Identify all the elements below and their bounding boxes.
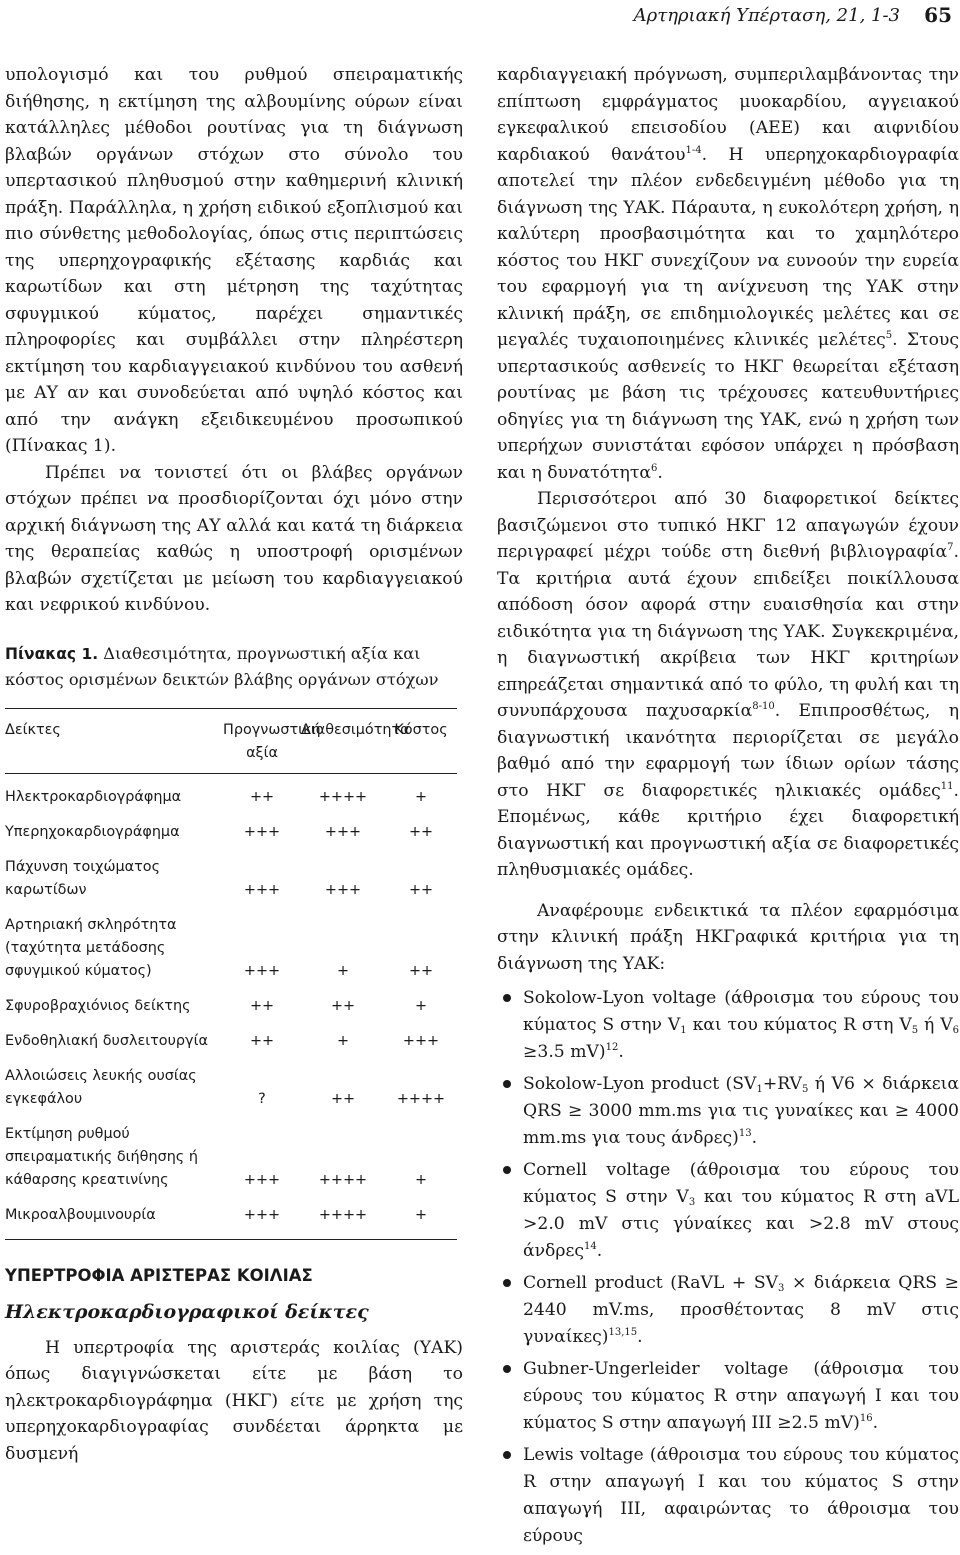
page-header	[0, 3, 960, 29]
table-row	[5, 786, 457, 809]
table-row	[5, 914, 457, 983]
row-cost-value: ++	[408, 823, 434, 840]
row-cost-value: +	[414, 1171, 428, 1188]
text-run: ή V	[918, 1015, 953, 1035]
text-run: ≥3.5 mV)	[523, 1042, 606, 1062]
row-cost-value: +	[414, 788, 428, 805]
col-header-markers: Δείκτες	[5, 721, 61, 738]
lead-subscript: 3	[688, 1197, 696, 1208]
text-run: × διάρκεια QRS ≥ 2440 mV.ms, προσθέτοντας 8 mV στις γυναίκες)	[523, 1273, 959, 1347]
reference-superscript: 5	[885, 330, 893, 341]
row-marker-name: Πάχυνση τοιχώματος καρωτίδων	[5, 858, 161, 898]
row-marker-name: Ενδοθηλιακή δυσλειτουργία	[5, 1032, 208, 1049]
lead-subscript: 6	[952, 1025, 960, 1036]
table-caption	[5, 641, 463, 692]
criteria-list	[497, 985, 959, 1550]
row-prognostic-value: ++	[249, 997, 275, 1014]
lead-subscript: 5	[911, 1025, 919, 1036]
reference-superscript: 16	[859, 1413, 873, 1424]
left-column	[5, 62, 463, 1467]
table-row	[5, 1065, 457, 1111]
reference-superscript: 14	[584, 1241, 597, 1252]
table-row	[5, 1204, 457, 1227]
row-availability-value: +	[336, 962, 350, 979]
list-item	[497, 1071, 959, 1152]
text-run: Περισσότεροι από 30 διαφορετικοί δείκτες βασιζώμενοι στο τυπικό ΗΚΓ 12 απαγωγών έχουν περιγραφεί μέχρι τούδε στη διεθνή βιβλιογραφία	[497, 489, 959, 562]
row-cost-value: ++	[408, 962, 434, 979]
row-availability-value: ++	[330, 1090, 356, 1107]
list-item	[497, 985, 959, 1066]
row-prognostic-value: +++	[243, 881, 281, 898]
table-row	[5, 1123, 457, 1192]
row-cost-value: +	[414, 1206, 428, 1223]
row-cost-value: ++	[408, 881, 434, 898]
table-row	[5, 1030, 457, 1053]
row-prognostic-value: +++	[243, 1206, 281, 1223]
text-run: . Στους υπερτασικούς ασθενείς το ΗΚΓ θεωρείται εξέταση ρουτίνας με βάση τις τρέχουσες κατευθυντήριες οδηγίες για τη διάγνωση της ΥΑΚ, ενώ η χρήση των υπερήχων συνιστάται εφόσον υπάρχει η πρόσβαση και η δυνατότητα	[497, 330, 960, 483]
row-marker-name: Μικροαλβουμινουρία	[5, 1206, 156, 1223]
lead-subscript: 5	[801, 1084, 809, 1095]
text-run: . Επιπροσθέτως, η διαγνωστική ικανότητα περιορίζεται σε μεγάλο βαθμό από την εφαρμογή των ίδιων ορίων τάσης στο ΗΚΓ σε διαφορετικές ηλικιακές ομάδες	[497, 701, 959, 801]
right-column	[497, 62, 959, 1555]
text-run: καρδιαγγειακή πρόγνωση, συμπεριλαμβάνοντας την επίπτωση εμφράγματος μυοκαρδίου, αγγειακού εγκεφαλικού επεισοδίου (ΑΕΕ) και αιφνιδίου καρδιακού θανάτου	[497, 65, 959, 165]
text-run: . Η υπερηχοκαρδιογραφία αποτελεί την πλέον ενδεδειγμένη μέθοδο για τη διάγνωση της ΥΑΚ. Πάραυτα, η ευκολότερη χρήση, η καλύτερη προσβασιμότητα και το χαμηλότερο κόστος του ΗΚΓ συνεχίζουν να ευνοούν την ευρεία του εφαρμογή για τη ανίχνευση της ΥΑΚ στην κλινική πράξη, σε επιδημιολογικές μελέτες και σε μεγαλές τυχαιοποιημένες κλινικές μελέτες	[497, 144, 959, 350]
text-run: Cornell voltage (άθροισμα του εύρους του κύματος S στην V	[523, 1160, 959, 1207]
row-prognostic-value: +++	[243, 1171, 281, 1188]
text-run: ή V6 × διάρκεια QRS ≥ 3000 mm.ms για τις γυναίκες και ≥ 4000 mm.ms για τους άνδρες)	[523, 1074, 959, 1148]
row-marker-name: Υπερηχοκαρδιογράφημα	[5, 823, 180, 840]
text-run: Gubner-Ungerleider voltage (άθροισμα του εύρους του κύματος R στην απαγωγή Ι και του κύματος S στην απαγωγή ΙΙΙ ≥2.5 mV)	[523, 1359, 959, 1433]
lead-subscript: 3	[778, 1283, 785, 1294]
col-header-prognostic: Προγνωστική αξία	[223, 721, 321, 761]
table-row	[5, 856, 457, 902]
reference-superscript: 12	[605, 1042, 619, 1053]
table-header-row	[5, 709, 457, 774]
lead-subscript: 1	[756, 1084, 763, 1095]
row-availability-value: +++	[324, 823, 362, 840]
row-marker-name: Αρτηριακή σκληρότητα (ταχύτητα μετάδοσης σφυγμικού κύματος)	[5, 916, 177, 979]
text-run: .	[751, 1128, 758, 1148]
text-run: . Επομένως, κάθε κριτήριο έχει διαφορετική διαγνωστική και προγνωστική αξία σε διαφορετικές πληθυσμιακές ομάδες.	[497, 780, 959, 880]
list-item	[497, 1442, 959, 1550]
page-number: 65	[924, 3, 952, 27]
row-marker-name: Ηλεκτροκαρδιογράφημα	[5, 788, 182, 805]
text-run: .	[657, 462, 663, 483]
table-label: Πίνακας 1.	[5, 644, 99, 663]
text-run: .	[618, 1042, 624, 1062]
paragraph: Η υπερτροφία της αριστεράς κοιλίας (ΥΑΚ) όπως διαγιγνώσκεται είτε με βάση το ηλεκτροκαρδιογράφημα (ΗΚΓ) είτε με χρήση της υπερηχοκαρδιογραφίας συνδέεται άρρηκτα με δυσμενή	[5, 1337, 463, 1464]
markers-table	[5, 708, 457, 1240]
row-marker-name: Εκτίμηση ρυθμού σπειραματικής διήθησης ή κάθαρσης κρεατινίνης	[5, 1125, 198, 1188]
reference-superscript: 13,15	[608, 1327, 638, 1338]
reference-superscript: 11	[940, 780, 954, 792]
row-availability-value: +++	[324, 881, 362, 898]
text-run: . Τα κριτήρια αυτά έχουν επιδείξει ποικίλλουσα απόδοση όσον αφορά στην ευαισθησία και στην ειδικότητα για τη διάγνωση της ΥΑΚ. Συγκεκριμένα, η διαγνωστική ακρίβεια των ΗΚΓ κριτηρίων επηρεάζεται σημαντικά από το φύλο, τη φυλή και τη συνυπάρχουσα παχυσαρκία	[497, 542, 959, 721]
row-prognostic-value: ++	[249, 788, 275, 805]
text-run: .	[596, 1241, 603, 1261]
table-row	[5, 821, 457, 844]
paragraph: Αναφέρουμε ενδεικτικά τα πλέον εφαρμόσιμα στην κλινική πράξη ΗΚΓραφικά κριτήρια για τη διάγνωση της ΥΑΚ:	[497, 900, 959, 974]
row-availability-value: ++	[330, 997, 356, 1014]
section-heading: ΥΠΕΡΤΡΟΦΙΑ ΑΡΙΣΤΕΡΑΣ ΚΟΙΛΙΑΣ	[5, 1265, 313, 1285]
reference-superscript: 7	[947, 542, 954, 553]
row-prognostic-value: +++	[243, 823, 281, 840]
col-header-availability: Διαθεσιμότητα	[301, 721, 410, 738]
table-row	[5, 995, 457, 1018]
row-prognostic-value: ++	[249, 1032, 275, 1049]
text-run: .	[637, 1327, 643, 1347]
row-availability-value: ++++	[318, 788, 368, 805]
row-cost-value: ++++	[396, 1090, 446, 1107]
row-availability-value: ++++	[318, 1206, 368, 1223]
text-run: Cornell product (RaVL + SV	[523, 1273, 779, 1293]
subsection-heading: Ηλεκτροκαρδιογραφικοί δείκτες	[5, 1300, 369, 1323]
col-header-cost: Κόστος	[394, 721, 448, 738]
reference-superscript: 6	[650, 462, 658, 474]
row-cost-value: +	[414, 997, 428, 1014]
lead-subscript: 1	[680, 1025, 687, 1036]
table-caption-text: Διαθεσιμότητα, προγνωστική αξία και κόστος ορισμένων δεικτών βλάβης οργάνων στόχων	[5, 643, 439, 689]
row-prognostic-value: +++	[243, 962, 281, 979]
row-marker-name: Σφυροβραχιόνιος δείκτης	[5, 997, 191, 1014]
row-cost-value: +++	[402, 1032, 440, 1049]
reference-superscript: 8-10	[752, 701, 775, 712]
list-item	[497, 1356, 959, 1437]
paragraph	[497, 62, 959, 486]
text-run: +RV	[762, 1074, 802, 1094]
text-run: Sokolow-Lyon voltage (άθροισμα του εύρους του κύματος S στην V	[523, 988, 959, 1035]
list-item	[497, 1157, 959, 1265]
paragraph: υπολογισμό και του ρυθμού σπειραματικής διήθησης, η εκτίμηση της αλβουμίνης ούρων είναι κατάλληλες μέθοδοι ρουτίνας για τη διάγνωση βλαβών οργάνων στόχων στο σύνολο του υπερτασικού πληθυσμού στην καθημερινή κλινική πράξη. Παράλληλα, η χρήση ειδικού εξοπλισμού και πιο σύνθετης μεθοδολογίας, όπως στις περιπτώσεις της υπερηχογραφικής εξέτασης καρδιάς και καρωτίδων και στη μέτρηση της ταχύτητας σφυγμικού κύματος, παρέχει σημαντικές πληροφορίες και συμβάλλει στην πληρέστερη εκτίμηση του καρδιαγγειακού κινδύνου του ασθενή με ΑΥ αν και συνοδεύεται από υψηλό κόστος και από την ανάγκη εξειδικευμένου προσωπικού (Πίνακας 1).	[5, 65, 463, 456]
paragraph	[497, 486, 959, 884]
journal-citation: Αρτηριακή Υπέρταση, 21, 1-3	[633, 5, 900, 26]
text-run: .	[872, 1413, 879, 1433]
text-run: και του κύματος R στη aVL >2.0 mV στις γύναίκες και >2.8 mV στους άνδρες	[523, 1187, 959, 1261]
list-item	[497, 1270, 959, 1351]
table-body	[5, 786, 457, 1227]
text-run: και του κύματος R στη V	[686, 1015, 912, 1035]
reference-superscript: 13	[738, 1128, 752, 1139]
text-run: Sokolow-Lyon product (SV	[523, 1074, 757, 1094]
reference-superscript: 1-4	[685, 144, 702, 156]
row-availability-value: ++++	[318, 1171, 368, 1188]
row-prognostic-value: ?	[258, 1090, 266, 1107]
row-marker-name: Αλλοιώσεις λευκής ουσίας εγκεφάλου	[5, 1067, 197, 1107]
row-availability-value: +	[336, 1032, 350, 1049]
text-run: Lewis voltage (άθροισμα του εύρους του κύματος R στην απαγωγή Ι και του κύματος S στην απαγωγή ΙΙΙ, αφαιρώντας το άθροισμα του εύρους	[523, 1445, 959, 1546]
paragraph: Πρέπει να τονιστεί ότι οι βλάβες οργάνων στόχων πρέπει να προσδιορίζονται όχι μόνο στην αρχική διάγνωση της ΑΥ αλλά και κατά τη διάρκεια της θεραπείας καθώς η υποστροφή ορισμένων βλαβών σχετίζεται με μείωση του καρδιαγγειακού και νεφρικού κινδύνου.	[5, 462, 463, 615]
